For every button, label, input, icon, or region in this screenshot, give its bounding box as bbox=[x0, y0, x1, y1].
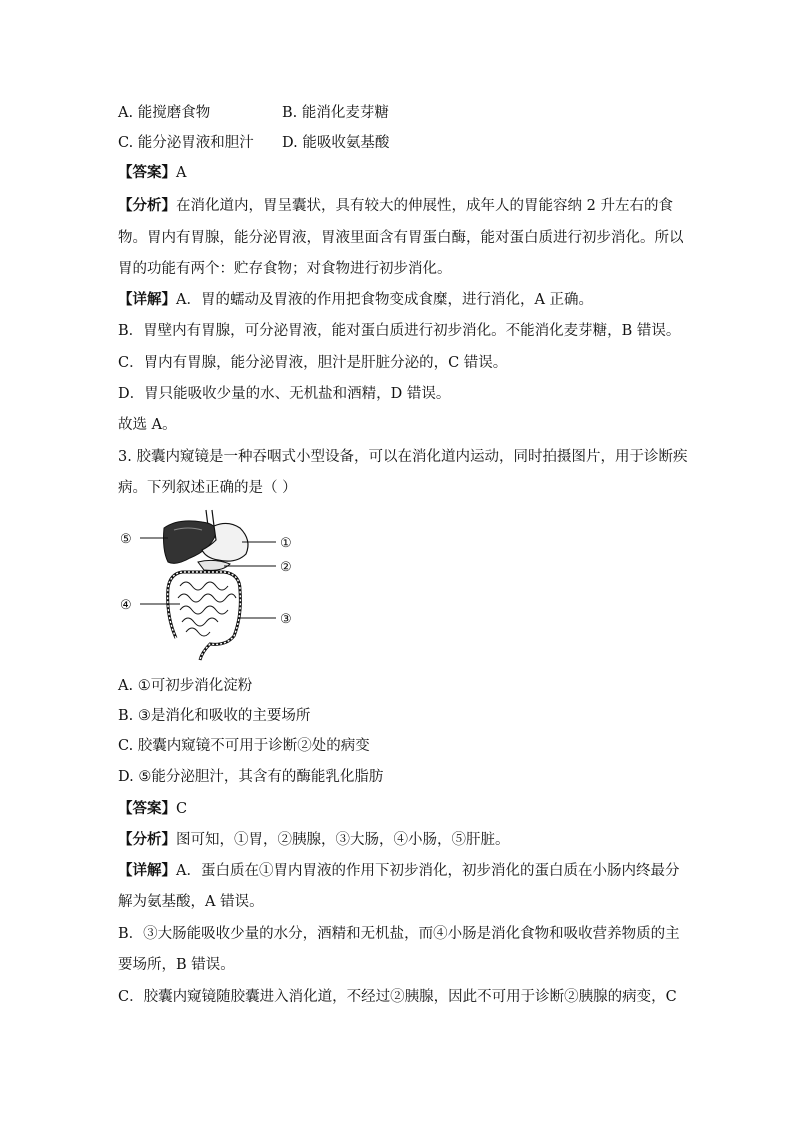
q2-option-a: A. 能搅磨食物 bbox=[118, 105, 211, 121]
q2-analysis-line3: 胃的功能有两个：贮存食物；对食物进行初步消化。 bbox=[118, 261, 452, 277]
detail-label: 【详解】 bbox=[118, 862, 176, 879]
answer-label: 【答案】 bbox=[118, 800, 176, 817]
detail-text: A．蛋白质在①胃内胃液的作用下初步消化，初步消化的蛋白质在小肠内终最分 bbox=[176, 863, 680, 879]
q3-detail-b1: B．③大肠能吸收少量的水分，酒精和无机盐，而④小肠是消化食物和吸收营养物质的主 bbox=[118, 926, 680, 942]
label-4: ④ bbox=[120, 598, 132, 613]
detail-text: A．胃的蠕动及胃液的作用把食物变成食糜，进行消化，A 正确。 bbox=[176, 292, 594, 308]
answer-label: 【答案】 bbox=[118, 164, 176, 181]
detail-label: 【详解】 bbox=[118, 291, 176, 308]
q2-analysis-line1 bbox=[118, 196, 673, 216]
q3-stem-line2: 病。下列叙述正确的是（ ） bbox=[118, 480, 297, 496]
analysis-text: 图可知，①胃，②胰腺，③大肠，④小肠，⑤肝脏。 bbox=[176, 832, 510, 848]
q2-option-b: B. 能消化麦芽糖 bbox=[282, 105, 389, 121]
analysis-label: 【分析】 bbox=[118, 831, 176, 848]
label-2: ② bbox=[280, 560, 292, 575]
q2-detail-b: B．胃壁内有胃腺，可分泌胃液，能对蛋白质进行初步消化。不能消化麦芽糖，B 错误。 bbox=[118, 323, 681, 339]
small-intestine-shape bbox=[178, 582, 236, 636]
analysis-label: 【分析】 bbox=[118, 197, 176, 214]
q2-choice: 故选 A。 bbox=[118, 417, 177, 433]
q3-option-c: C. 胶囊内窥镜不可用于诊断②处的病变 bbox=[118, 738, 370, 754]
q3-option-d: D. ⑤能分泌胆汁，其含有的酶能乳化脂肪 bbox=[118, 769, 384, 785]
q3-detail-b2: 要场所，B 错误。 bbox=[118, 957, 235, 973]
answer-value: C bbox=[176, 801, 188, 817]
label-1: ① bbox=[280, 536, 292, 551]
q3-option-a: A. ①可初步消化淀粉 bbox=[118, 678, 253, 694]
q2-detail-a bbox=[118, 290, 593, 310]
q3-analysis bbox=[118, 830, 510, 850]
digestive-system-diagram bbox=[118, 506, 304, 666]
q2-detail-d: D．胃只能吸收少量的水、无机盐和酒精，D 错误。 bbox=[118, 386, 451, 402]
answer-value: A bbox=[176, 165, 187, 181]
q3-detail-a2: 解为氨基酸，A 错误。 bbox=[118, 894, 264, 910]
q3-option-b: B. ③是消化和吸收的主要场所 bbox=[118, 708, 311, 724]
q2-detail-c: C．胃内有胃腺，能分泌胃液，胆汁是肝脏分泌的，C 错误。 bbox=[118, 355, 508, 371]
label-5: ⑤ bbox=[120, 532, 132, 547]
q2-answer bbox=[118, 163, 186, 183]
q2-option-c: C. 能分泌胃液和胆汁 bbox=[118, 135, 254, 151]
q3-answer bbox=[118, 799, 187, 819]
q3-detail-a1 bbox=[118, 861, 679, 881]
q3-detail-c1: C．胶囊内窥镜随胶囊进入消化道，不经过②胰腺，因此不可用于诊断②胰腺的病变，C bbox=[118, 989, 677, 1005]
q2-option-d: D. 能吸收氨基酸 bbox=[282, 135, 390, 151]
analysis-text: 在消化道内，胃呈囊状，具有较大的伸展性，成年人的胃能容纳 2 升左右的食 bbox=[176, 198, 673, 214]
pancreas-shape bbox=[198, 560, 230, 570]
q3-stem-line1: 3. 胶囊内窥镜是一种吞咽式小型设备，可以在消化道内运动，同时拍摄图片，用于诊断疾 bbox=[118, 449, 688, 465]
label-3: ③ bbox=[280, 612, 292, 627]
q2-analysis-line2: 物。胃内有胃腺，能分泌胃液，胃液里面含有胃蛋白酶，能对蛋白质进行初步消化。所以 bbox=[118, 230, 684, 246]
